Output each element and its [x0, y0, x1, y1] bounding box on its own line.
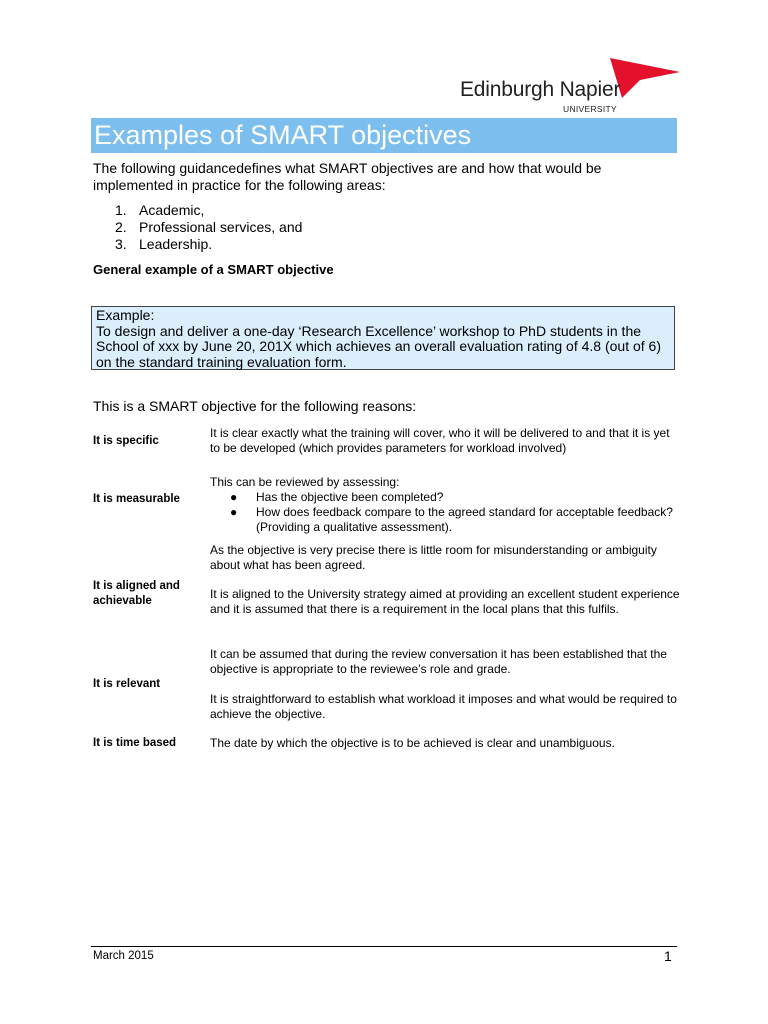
criterion-text-measurable [210, 475, 680, 535]
general-example-heading: General example of a SMART objective [93, 262, 334, 277]
title-bar [91, 118, 677, 153]
flag-logo-icon [610, 58, 680, 98]
criterion-label-specific: It is specific [93, 435, 159, 447]
footer-divider [91, 946, 677, 947]
example-text: To design and deliver a one-day ‘Research Excellence’ workshop to PhD students in the School of xxx by June 20, 201X which achieves an overall evaluation rating of 4.8 (out of 6) on the standard training evaluation form. [96, 322, 662, 370]
page-title: Examples of SMART objectives [94, 120, 472, 150]
criterion-text-specific: It is clear exactly what the training will cover, who it will be delivered to and that it is yet to be developed (which provides parameters for workload involved) [210, 426, 670, 455]
logo-subtitle: UNIVERSITY [563, 104, 618, 114]
achievable-label-line2: achievable [93, 595, 152, 607]
footer-date: March 2015 [93, 950, 154, 962]
list-number: 1. [115, 202, 127, 218]
bullet-text: How does feedback compare to the agreed standard for acceptable feedback? (Providing a qualitative assessment). [256, 505, 673, 534]
list-number: 2. [115, 219, 127, 235]
logo-name: Edinburgh Napier [460, 78, 621, 101]
areas-list [93, 202, 302, 253]
measurable-bullets [210, 490, 680, 535]
criterion-text-achievable: It is aligned to the University strategy aimed at providing an excellent student experience and it is assumed that there is a requirement in the local plans that this fulfils. [210, 587, 680, 616]
list-item [93, 219, 302, 236]
relevant-text-2: It is straightforward to establish what workload it imposes and what would be required to achieve the objective. [210, 692, 677, 721]
list-item [93, 202, 302, 219]
criterion-label-measurable: It is measurable [93, 493, 180, 505]
list-item-text: Academic, [139, 202, 205, 218]
intro-paragraph: The following guidancedefines what SMART objectives are and how that would be implemented in practice for the following areas: [93, 160, 602, 193]
example-label: Example: [96, 307, 155, 323]
list-item [210, 490, 680, 505]
list-item [93, 236, 302, 253]
list-number: 3. [115, 236, 127, 252]
reasons-intro: This is a SMART objective for the following reasons: [93, 398, 417, 414]
criterion-text-time: The date by which the objective is to be achieved is clear and unambiguous. [210, 736, 615, 750]
bullet-text: Has the objective been completed? [256, 490, 444, 504]
page-number: 1 [664, 948, 672, 964]
list-item-text: Leadership. [139, 236, 213, 252]
example-box [91, 306, 675, 370]
measurable-extra: As the objective is very precise there is little room for misunderstanding or ambiguity about what has been agreed. [210, 543, 657, 572]
relevant-text-1: It can be assumed that during the review conversation it has been established that the objective is appropriate to the reviewee’s role and grade. [210, 647, 667, 676]
criterion-label-time: It is time based [93, 737, 177, 749]
criterion-label-relevant: It is relevant [93, 678, 161, 690]
bullet-icon: ● [230, 490, 238, 504]
achievable-label-line1: It is aligned and [93, 580, 180, 592]
criterion-label-achievable [93, 579, 180, 609]
university-logo [460, 58, 680, 118]
bullet-icon: ● [230, 505, 238, 519]
list-item-text: Professional services, and [139, 219, 303, 235]
list-item [210, 505, 680, 535]
measurable-intro: This can be reviewed by assessing: [210, 475, 400, 489]
